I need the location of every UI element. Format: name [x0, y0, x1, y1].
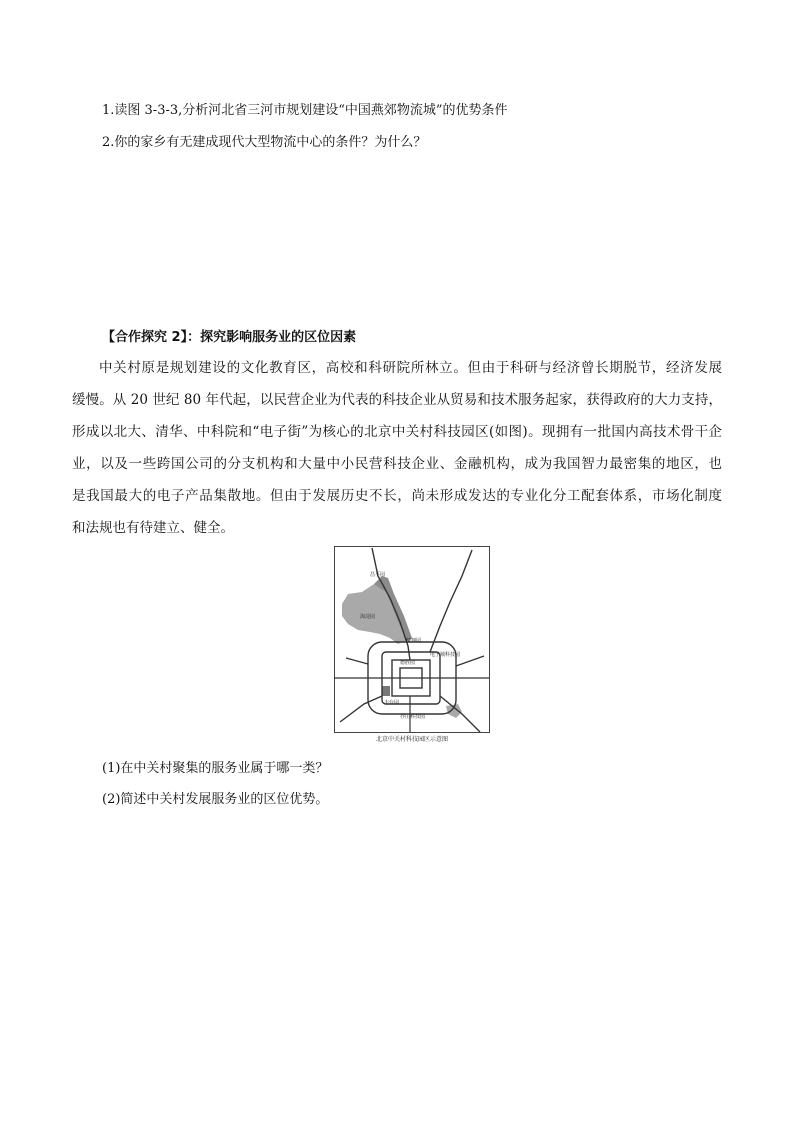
label-desheng: 德胜园: [400, 660, 416, 666]
sub-question-2: (2)简述中关村发展服务业的区位优势。: [102, 792, 329, 807]
label-fengtai: 丰台园: [384, 700, 400, 706]
sub-question-1: (1)在中关村聚集的服务业属于哪一类？: [102, 761, 329, 776]
paragraph-line: 和法规也有待建立、健全。: [72, 520, 234, 536]
zhongguancun-map-figure: [334, 546, 490, 742]
section-heading: 【合作探究 2】：探究影响服务业的区位因素: [102, 330, 357, 345]
label-dianzicheng: 电子城科技园: [430, 652, 461, 658]
body-paragraph: [72, 352, 722, 544]
fengtai-block: [382, 686, 390, 696]
paragraph-line: 中关村原是规划建设的文化教育区，高校和科研院所林立。但由于科研与经济曾长期脱节，经济发展: [99, 360, 722, 376]
label-changping: 昌平园: [370, 572, 386, 578]
label-yizhuang: 亦庄科技园: [400, 714, 426, 720]
label-jianxiang: 健翔园: [406, 638, 422, 644]
paragraph-line: 业，以及一些跨国公司的分支机构和大量中小民营科技企业、金融机构，成为我国智力最密集的地区，也: [72, 456, 722, 472]
paragraph-line: 形成以北大、清华、中科院和“电子街”为核心的北京中关村科技园区(如图)。现拥有一批国内高技术骨干企: [72, 424, 722, 440]
paragraph-line: 缓慢。从 20 世纪 80 年代起，以民营企业为代表的科技企业从贸易和技术服务起家，获得政府的大力支持，: [72, 392, 722, 408]
map-svg: [334, 546, 490, 742]
question-1: 1.读图 3-3-3,分析河北省三河市规划建设“中国燕郊物流城”的优势条件: [102, 103, 508, 118]
label-haidian: 海淀园: [360, 614, 376, 620]
paragraph-line: 是我国最大的电子产品集散地。但由于发展历史不长，尚未形成发达的专业化分工配套体系，市场化制度: [72, 488, 722, 504]
figure-caption: 北京中关村科技园区示意图: [375, 736, 449, 742]
question-2: 2.你的家乡有无建成现代大型物流中心的条件？为什么？: [102, 135, 427, 150]
